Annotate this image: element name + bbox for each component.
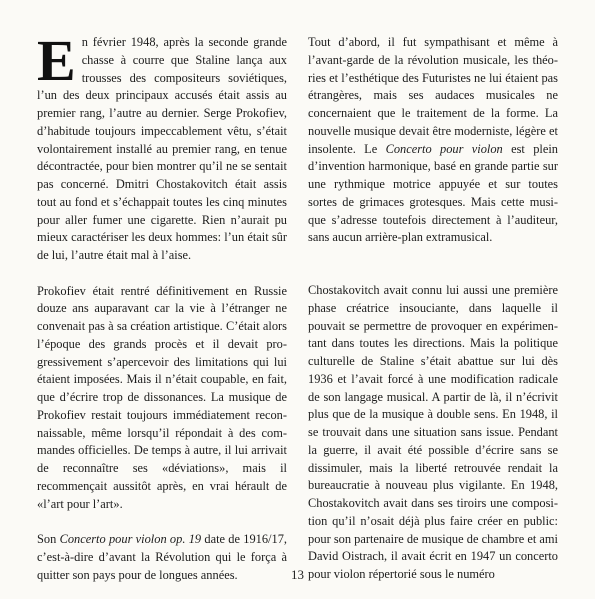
paragraph-prokofiev: Prokofiev était rentré définitivement en Russie douze ans auparavant car la vie à l’étranger ne convenait pas à sa création artistique. C’était alors l’époque des grands procès et il devait progressivement s’apercevoir des limitations qui lui étaient imposées. Mais il n’était coupable, en fait, que d’écrire trop de dissonances. La musique de Prokofiev restait toujours immédiatement reconnaissable, même lorsqu’il répondait à des commandes officielles. De temps à autre, il lui arrivait de reconnaître ses «déviations», mais il recommençait aussitôt après, en vrai hérault de «l’art pour l’art».	[37, 283, 287, 511]
paragraph-chostakovitch: Chostakovitch avait connu lui aussi une première phase créatrice insouciante, dans laquelle il pouvait se permettre de provoquer en expérimentant dans toutes les directions. Mais la politique culturelle de Staline s’était abattue sur lui dès 1936 et l’avait forcé à une modification radicale de son langage musical. A partir de là, il n’écrivit plus que de la musique à double sens. En 1948, il se trouvait dans une situation sans issue. Pendant la guerre, il avait été possible d’écrire sans se dissimuler, mais la liberté retrouvée rendait la bureaucratie à nouveau plus vigilante. En 1948, Chostakovitch avait dans ses tiroirs une composition qu’il n’osait déjà plus faire créer en public: pour son partenaire de musique de chambre et ami David Oistrach, il avait écrit en 1947 un concerto pour violon répertorié sous le numéro	[308, 283, 558, 581]
paragraph-intro	[37, 28, 287, 265]
paragraph-avant-garde: Tout d’abord, il fut sympathisant et même à l’avant-garde de la révolution musicale, les théories et l’esthétique des Futuristes ne lui étaient pas étrangères, mais ses audaces musicales ne concernaient que le traitement de la forme. La nouvelle musique devait être moderniste, légère et insolente. Le Concerto pour violon est plein d’invention harmonique, basé en grande partie sur une rythmique motrice appuyée et sur toutes sortes de grimaces grotesques. Mais cette musique s’adresse toutefois directement à l’auditeur, sans aucun arrière-plan extramusical.	[308, 35, 558, 245]
paragraph-concerto-op19: Son Concerto pour violon op. 19 date de 1916/17, c’est-à-dire d’avant la Révolution qui le força à quitter son pays pour de longues années.	[37, 532, 287, 582]
work-title: Concerto pour violon op. 19	[59, 532, 202, 546]
drop-cap: E	[37, 28, 76, 93]
page-number: 13	[291, 567, 304, 582]
paragraph-intro-text: n février 1948, après la seconde grande chasse à courre que Staline lança aux trousses des compositeurs soviétiques, l’un des deux principaux accusés était assis au premier rang, l’autre au dernier. Serge Prokofiev, d’habitude toujours impeccablement vêtu, s’était volontairement installé au premier rang, en tenue décontractée, pour bien montrer qu’il ne se sentait pas concerné. Dmitri Chostakovitch était assis tout au fond et s’échappait toutes les cinq minutes pour aller fumer une cigarette. Rien n’aurait pu mieux caractériser les deux hommes: l’un était sûr de lui, l’autre était mal à l’aise.	[37, 35, 287, 262]
work-title: Concerto pour violon	[385, 141, 503, 156]
right-column	[308, 34, 558, 584]
left-column	[37, 28, 287, 584]
